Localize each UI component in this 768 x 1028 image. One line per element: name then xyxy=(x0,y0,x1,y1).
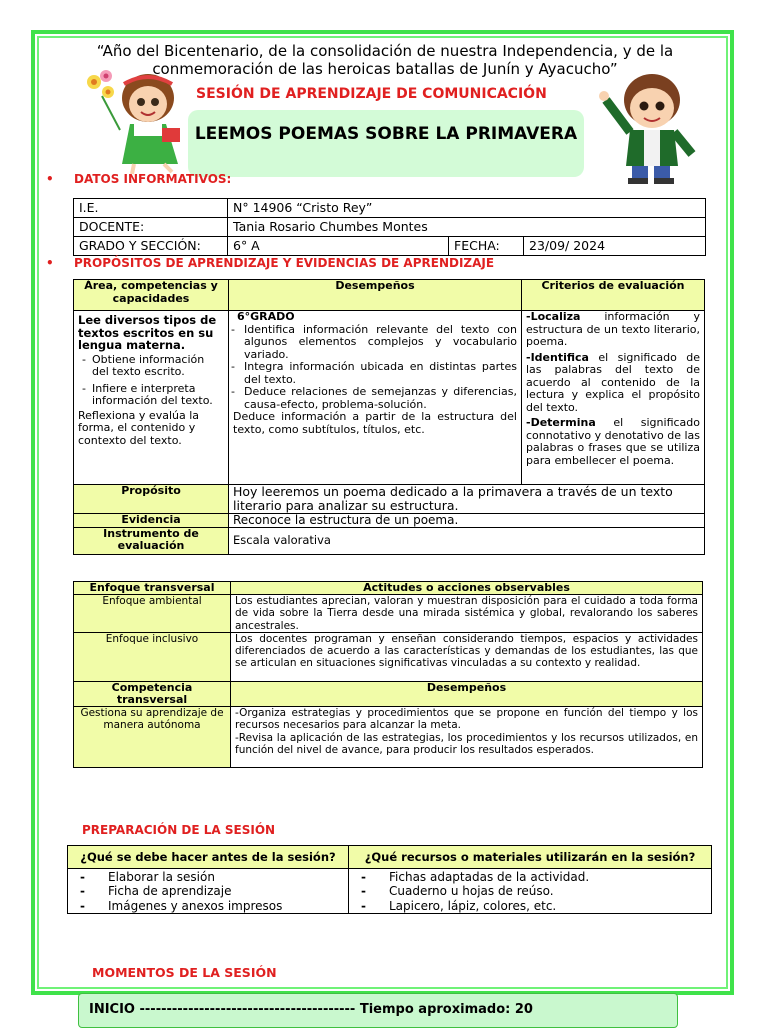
docente-value: Tania Rosario Chumbes Montes xyxy=(228,218,706,237)
comp-items-cell xyxy=(231,707,703,768)
col-antes: ¿Qué se debe hacer antes de la sesión? xyxy=(68,846,349,869)
evidencia-label: Evidencia xyxy=(74,514,229,528)
preparacion-heading: PREPARACIÓN DE LA SESIÓN xyxy=(82,823,276,837)
year-quote: “Año del Bicentenario, de la consolidación de nuestra Independencia, y de la conmemoración de las heroicas batallas de Junín y Ayacucho” xyxy=(96,42,674,78)
grado-heading: 6°GRADO xyxy=(237,310,295,323)
datos-table xyxy=(73,198,706,256)
criterio-item: -Localiza información y estructura de un texto literario, poema. xyxy=(526,310,700,348)
desempeno-item: - Identifica información relevante del texto con algunos elementos complejos y vocabulario variado. xyxy=(241,324,517,362)
enfoque-text: Los docentes programan y enseñan considerando tiempos, espacios y actividades diferenciados de acuerdo a las características y demandas de los estudiantes, las que se articulan en situaciones significativas vinculadas a su contexto y realidad. xyxy=(231,632,703,681)
criterio-item: -Identifica el significado de las palabras del texto de acuerdo al contenido de la lectura y explica el propósito del texto. xyxy=(526,350,700,414)
desempeno-item: - Deduce relaciones de semejanzas y diferencias, causa-efecto, problema-solución. xyxy=(241,386,517,411)
lesson-title-box xyxy=(188,110,584,177)
antes-item: - Elaborar la sesión xyxy=(72,870,344,884)
proposito-value: Hoy leeremos un poema dedicado a la primavera a través de un texto literario para analizar su estructura. xyxy=(229,485,705,514)
instrumento-value: Escala valorativa xyxy=(229,527,705,554)
enfoques-table xyxy=(73,581,703,768)
capacidad-item: - Infiere e interpreta información del texto. xyxy=(92,383,224,408)
enfoque-name: Enfoque inclusivo xyxy=(74,632,231,681)
recurso-item: - Lapicero, lápiz, colores, etc. xyxy=(353,899,707,913)
session-title: SESIÓN DE APRENDIZAJE DE COMUNICACIÓN xyxy=(196,86,547,102)
grado-label: GRADO Y SECCIÓN: xyxy=(74,237,228,256)
enfoque-text: Los estudiantes aprecian, valoran y muestran disposición para el cuidado a toda forma de vida sobre la Tierra desde una mirada sistémica y global, revalorando los saberes ancestrales. xyxy=(231,595,703,633)
criterio-item: -Determina el significado connotativo y denotativo de las palabras o frases que se utiliza para embellecer el poema. xyxy=(526,416,701,467)
antes-cell xyxy=(68,869,349,914)
preparacion-table xyxy=(67,845,712,914)
fecha-value: 23/09/ 2024 xyxy=(524,237,706,256)
criterios-cell xyxy=(522,311,705,485)
propositos-table xyxy=(73,279,705,555)
recurso-item: - Cuaderno u hojas de reúso. xyxy=(353,884,707,898)
desempeno-extra: Deduce información a partir de la estructura del texto, como subtítulos, títulos, etc. xyxy=(233,410,517,436)
col-recursos: ¿Qué recursos o materiales utilizarán en la sesión? xyxy=(349,846,712,869)
lesson-title: LEEMOS POEMAS SOBRE LA PRIMAVERA xyxy=(194,124,578,144)
capacidad-item: - Obtiene información del texto escrito. xyxy=(92,354,224,379)
antes-item: - Imágenes y anexos impresos xyxy=(72,899,344,913)
antes-item: - Ficha de aprendizaje xyxy=(72,884,344,898)
datos-heading: DATOS INFORMATIVOS: xyxy=(74,172,232,186)
col-enfoque: Enfoque transversal xyxy=(74,582,231,595)
col-desempenos: Desempeños xyxy=(229,280,522,311)
boy-illustration xyxy=(596,70,702,186)
col-actitudes: Actitudes o acciones observables xyxy=(231,582,703,595)
bullet-icon: • xyxy=(46,172,54,186)
docente-label: DOCENTE: xyxy=(74,218,228,237)
capacidad-extra: Reflexiona y evalúa la forma, el contenido y contexto del texto. xyxy=(78,408,200,447)
inicio-label: INICIO ---------------------------------------- Tiempo aproximado: 20 xyxy=(89,1002,533,1017)
momentos-heading: MOMENTOS DE LA SESIÓN xyxy=(92,965,277,980)
comp-item: -Revisa la aplicación de las estrategias, los procedimientos y los recursos utilizados, en función del nivel de avance, para producir los resultados esperados. xyxy=(235,731,698,756)
recurso-item: - Fichas adaptadas de la actividad. xyxy=(353,870,707,884)
enfoque-name: Enfoque ambiental xyxy=(74,595,231,633)
proposito-label: Propósito xyxy=(74,485,229,514)
grado-value: 6° A xyxy=(228,237,449,256)
desempenos-cell xyxy=(229,311,522,485)
propositos-heading: PROPÓSITOS DE APRENDIZAJE Y EVIDENCIAS DE APRENDIZAJE xyxy=(74,256,495,270)
desempeno-item: - Integra información ubicada en distintas partes del texto. xyxy=(241,361,517,386)
evidencia-value: Reconoce la estructura de un poema. xyxy=(229,514,705,528)
comp-item: -Organiza estrategias y procedimientos que se propone en función del tiempo y los recursos necesarios para alcanzar la meta. xyxy=(235,707,698,732)
col-area: Área, competencias y capacidades xyxy=(74,280,229,311)
comp-transversal-label: Competencia transversal xyxy=(74,681,231,706)
comp-desempenos-label: Desempeños xyxy=(231,681,703,706)
instrumento-label: Instrumento de evaluación xyxy=(74,527,229,554)
inicio-bar xyxy=(78,993,678,1028)
col-criterios: Criterios de evaluación xyxy=(522,280,705,311)
competencia: Lee diversos tipos de textos escritos en su lengua materna. xyxy=(78,313,217,352)
bullet-icon: • xyxy=(46,256,54,270)
girl-illustration xyxy=(82,70,198,176)
fecha-label: FECHA: xyxy=(449,237,524,256)
ie-label: I.E. xyxy=(74,199,228,218)
area-cell xyxy=(74,311,229,485)
comp-name: Gestiona su aprendizaje de manera autónoma xyxy=(74,707,231,768)
recursos-cell xyxy=(349,869,712,914)
ie-value: N° 14906 “Cristo Rey” xyxy=(228,199,706,218)
